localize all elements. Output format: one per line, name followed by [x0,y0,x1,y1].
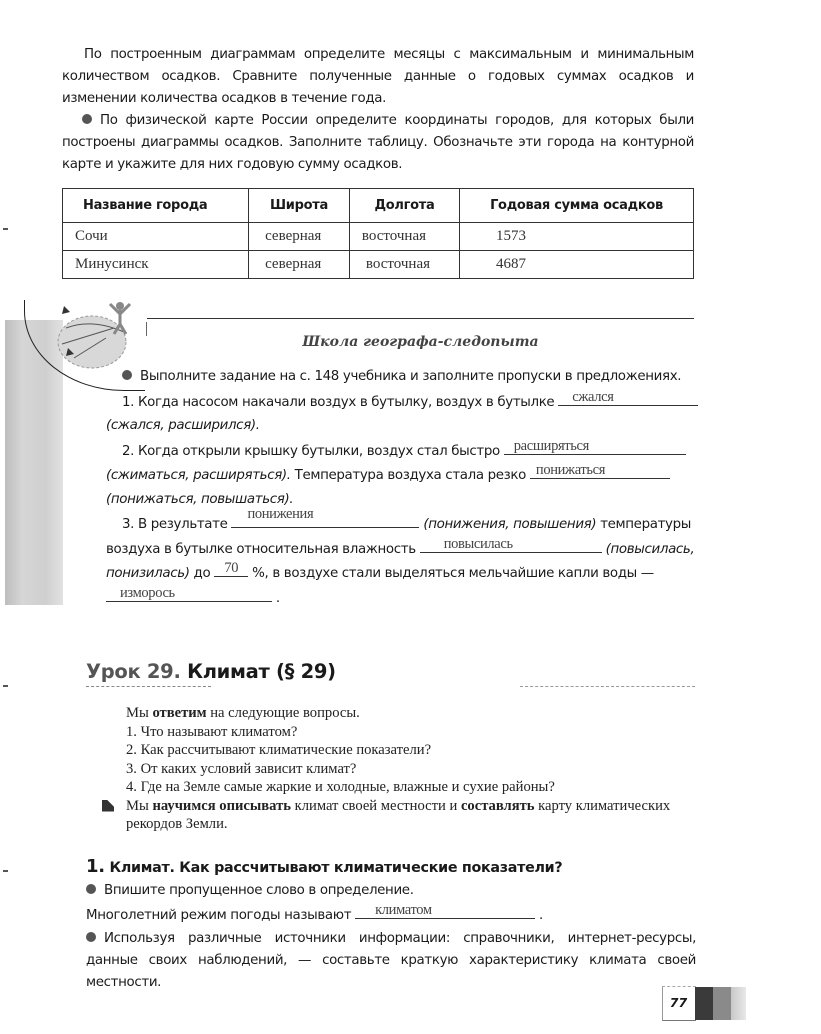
section-title: Школа географа-следопыта [302,334,539,350]
intro-paragraph [62,44,694,110]
q3c-blank[interactable] [214,562,248,577]
goals-intro-b: на следующие вопросы. [206,705,360,721]
q2b-blank[interactable] [530,464,670,479]
goals-intro-bold: ответим [152,705,207,721]
definition-text: Многолетний режим погоды называют [86,908,352,923]
q3b-text: воздуха в бутылке относительная влажность [106,541,416,557]
book-marker-icon [102,800,114,812]
goal-question: 1. Что называют климатом? [126,723,298,740]
lesson-rule [86,686,211,688]
section-1-name: Климат. Как рассчитывают климатические показатели? [109,860,563,876]
cell-latitude[interactable]: северная [249,223,350,251]
header-longitude: Долгота [349,189,459,223]
lesson-title [86,660,336,683]
q3-tail: температуры [600,517,691,532]
goals-intro-a: Мы [126,705,153,721]
q1-options: (сжался, расширился). [106,418,260,433]
bullet-icon [86,884,96,894]
table-row [63,223,694,251]
margin-tick [3,685,8,687]
q3c-answer: 70 [224,560,239,576]
bullet-icon [122,370,132,380]
q1-answer: сжался [572,388,614,405]
goal-question: 2. Как рассчитывают климатические показатели? [126,742,432,758]
table-row [63,251,694,279]
header-precipitation: Годовая сумма осадков [460,189,694,223]
cell-latitude[interactable]: северная [249,251,350,279]
goal-question: 3. От каких условий зависит климат? [126,760,357,777]
q3-blank[interactable] [231,506,419,528]
goal-question: 4. Где на Земле самые жаркие и холодные, влажные и сухие районы? [126,779,555,795]
q3b-blank[interactable] [420,535,602,553]
table-header-row [63,189,694,223]
q3c-tail: %, в воздухе стали выделяться мельчайшие капли воды — [252,566,654,581]
intro-text-1: По построенным диаграммам определите месяцы с максимальным и минимальным количеством осадков. Сравните полученные данные о годовых суммах осадков и изменении количества осадков в течение года. [62,47,694,106]
q3-options: (понижения, повышения) [423,517,597,532]
q3-text: 3. В результате [122,517,228,532]
header-latitude: Широта [249,189,350,223]
lesson-name: Климат (§ 29) [187,660,336,683]
learn-c: карту климатических рекордов Земли. [126,797,671,832]
bullet-icon [86,932,96,942]
q2b-options: (понижаться, повышаться). [106,491,294,507]
learn-bold-1: научимся описывать [152,797,291,814]
cell-precipitation[interactable]: 4687 [460,251,694,279]
q3-answer: понижения [247,506,314,522]
task-coordinates-text: По физической карте России определите координаты городов, для которых были построены диаграммы осадков. Заполните таблицу. Обозначьте эти города на контурной карте и укажите для них годовую сумму осадков. [62,113,694,172]
section-1-title [86,856,562,877]
task-coordinates [62,110,694,176]
lesson-goals [126,704,696,834]
q1-text: 1. Когда насосом накачали воздух в бутылку, воздух в бутылке [122,394,555,410]
q1-blank[interactable] [558,388,698,406]
page-strip [713,987,731,1020]
q3d-answer: изморось [120,584,175,601]
page-strip [731,987,746,1020]
cell-longitude[interactable]: восточная [349,251,459,279]
q3b-options-a: (повысилась, [605,541,695,557]
margin-tick [3,228,8,230]
cities-table [62,188,694,279]
goals-intro [126,704,696,723]
q2b-text: Температура воздуха стала резко [294,468,526,483]
learn-bold-2: составлять [460,797,535,814]
q3c-to: до [193,566,211,581]
task-climate-description: Используя различные источники информации: справочники, интернет-ресурсы, данные своих наблюдений, — составьте краткую характеристику климата своей местности. [86,931,696,990]
section-1-body: Впишите пропущенное слово в определение. Многолетний режим погоды называют климатом . Используя различные источники информации: справочники, интернет-ресурсы, данные своих наблюдений, — составьте краткую характеристику климата своей местности. [86,883,696,990]
learn-a: Мы [126,797,153,814]
page-number: 77 [669,995,688,1010]
q3b-options-b: понизилась) [106,566,190,581]
page-strip [695,987,713,1020]
q2-options: (сжиматься, расширяться). [106,468,291,483]
q2-text: 2. Когда открыли крышку бутылки, воздух стал быстро [122,443,500,459]
bullet-icon [82,114,92,124]
cell-longitude[interactable]: восточная [349,223,459,251]
q2b-answer: понижаться [535,462,606,478]
cell-precipitation[interactable]: 1573 [460,223,694,251]
lesson-number: Урок 29. [86,660,181,683]
cell-city[interactable]: Минусинск [63,251,249,279]
cell-city[interactable]: Сочи [63,223,249,251]
q2-blank[interactable] [504,437,686,455]
section-1-number: 1. [86,856,105,877]
lesson-rule [520,686,695,688]
goals-learn [126,797,696,834]
instruction-text: Выполните задание на с. 148 учебника и заполните пропуски в предложениях. [140,369,682,384]
section-rule [147,318,694,319]
margin-tick [3,870,8,872]
definition-answer: климатом [375,902,432,918]
school-exercise: Выполните задание на с. 148 учебника и заполните пропуски в предложениях. 1. Когда насосом накачали воздух в бутылку, воздух в бутылке сжался (сжался, расширился). 2. Когда открыли крышку бутылки, воздух стал быстро расширяться (сжиматься, расширяться). Температура воздуха стала резко понижаться (понижаться, повышаться). 3. В результате понижения (понижения, повышения) температуры воздуха в бутылке относительная влажность повысилась (повысилась, понизилась) до 70 %, в воздухе стали выделяться мельчайшие капли воды — изморось . [106,366,694,611]
q3d-blank[interactable] [106,584,272,602]
task-fill-word: Впишите пропущенное слово в определение. [104,883,414,898]
q2-answer: расширяться [513,437,589,454]
definition-blank[interactable] [355,904,535,919]
goals-questions [126,723,696,797]
header-city: Название города [63,189,249,223]
learn-b: климат своей местности и [290,797,461,814]
q3b-answer: повысилась [443,535,513,552]
